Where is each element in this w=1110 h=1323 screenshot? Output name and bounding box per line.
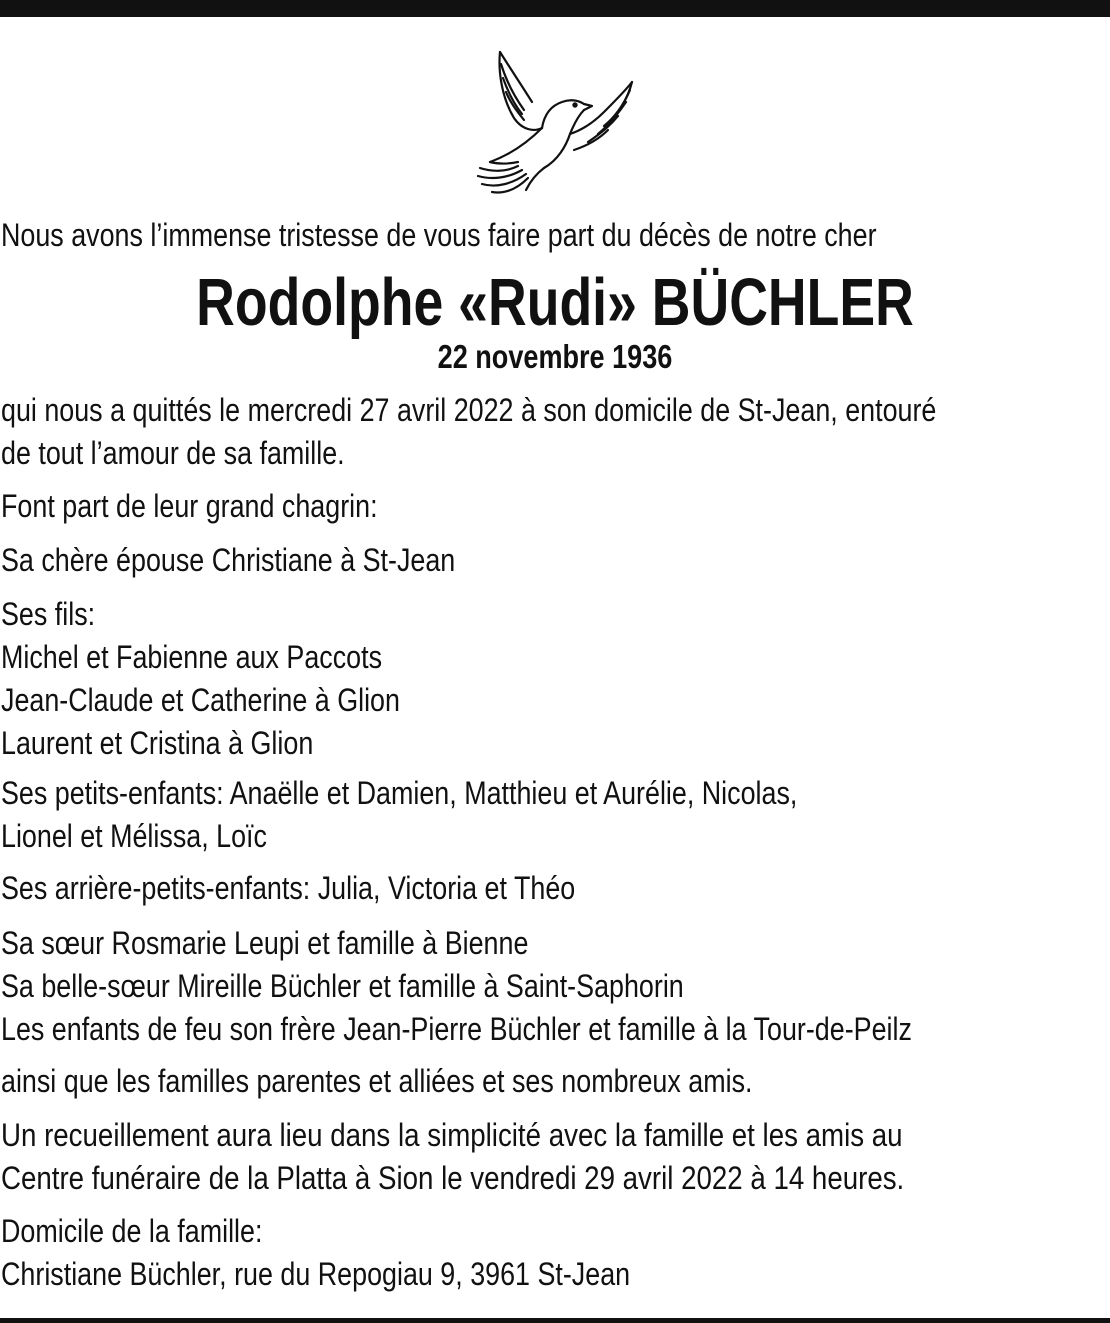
- relative-line: Sa belle-sœur Mireille Büchler et famille à Saint-Saphorin: [1, 968, 684, 1004]
- son-line: Jean-Claude et Catherine à Glion: [1, 682, 400, 718]
- son-line: Michel et Fabienne aux Paccots: [1, 639, 383, 675]
- grandchildren-block: [1, 772, 930, 858]
- death-announcement: [1, 389, 937, 475]
- birth-date: 22 novembre 1936: [437, 338, 673, 375]
- bottom-border-rule: [0, 1318, 1110, 1323]
- intro-text: Nous avons l’immense tristesse de vous faire part du décès de notre cher: [1, 217, 877, 253]
- others-line: ainsi que les familles parentes et alliées et ses nombreux amis.: [1, 1063, 753, 1099]
- relative-line: Sa sœur Rosmarie Leupi et famille à Bienne: [1, 925, 529, 961]
- ceremony-line: Centre funéraire de la Platta à Sion le vendredi 29 avril 2022 à 14 heures.: [1, 1160, 905, 1196]
- ceremony-block: [1, 1114, 958, 1200]
- death-line: qui nous a quittés le mercredi 27 avril 2022 à son domicile de St-Jean, entouré: [1, 392, 937, 428]
- ceremony-line: Un recueillement aura lieu dans la simplicité avec la famille et les amis au: [1, 1117, 903, 1153]
- grandchildren-line: Lionel et Mélissa, Loïc: [1, 818, 267, 854]
- top-border-rule: [0, 0, 1110, 17]
- grandchildren-line: Ses petits-enfants: Anaëlle et Damien, Matthieu et Aurélie, Nicolas,: [1, 775, 798, 811]
- death-line: de tout l’amour de sa famille.: [1, 435, 345, 471]
- relatives-block: [1, 922, 930, 1051]
- son-line: Laurent et Cristina à Glion: [1, 725, 314, 761]
- family-address: Christiane Büchler, rue du Repogiau 9, 3961 St-Jean: [1, 1256, 631, 1292]
- great-grandchildren-line: Ses arrière-petits-enfants: Julia, Victoria et Théo: [1, 870, 576, 906]
- sons-block: [1, 593, 930, 765]
- address-block: [1, 1210, 930, 1296]
- dove-icon: [470, 50, 640, 200]
- grief-intro: Font part de leur grand chagrin:: [1, 488, 378, 524]
- spouse-line: Sa chère épouse Christiane à St-Jean: [1, 542, 456, 578]
- address-heading: Domicile de la famille:: [1, 1213, 263, 1249]
- deceased-name: Rodolphe «Rudi» BÜCHLER: [196, 265, 914, 340]
- relative-line: Les enfants de feu son frère Jean-Pierre Büchler et famille à la Tour-de-Peilz: [1, 1011, 912, 1047]
- sons-heading: Ses fils:: [1, 596, 96, 632]
